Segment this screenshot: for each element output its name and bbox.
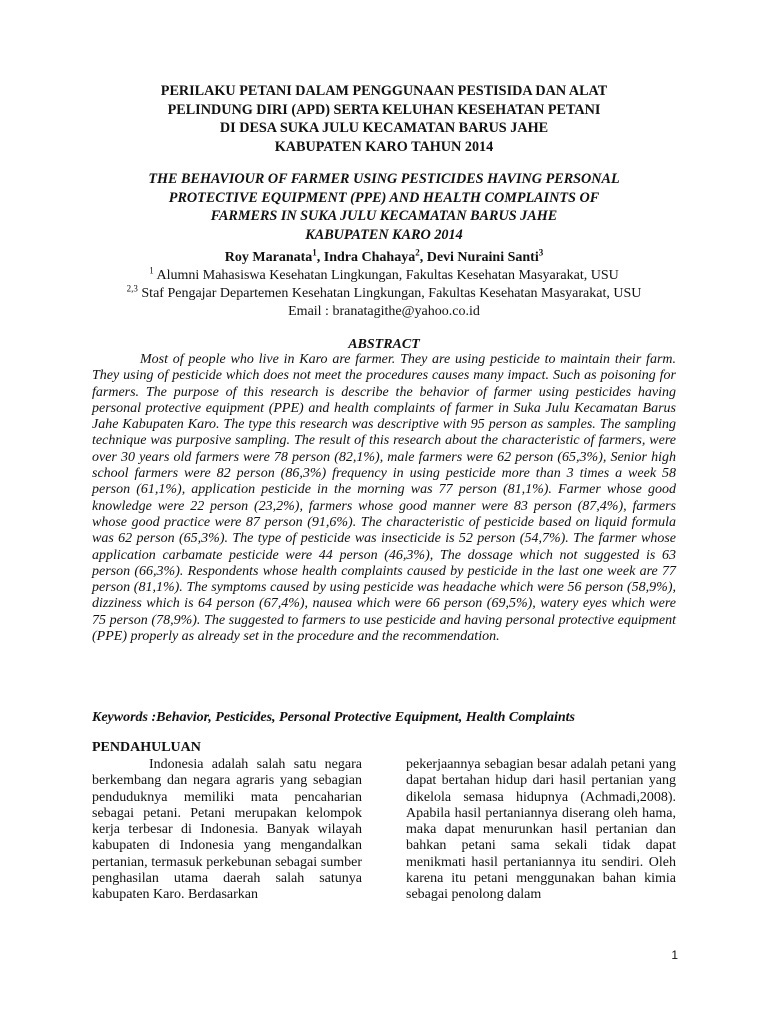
author-email: Email : branatagithe@yahoo.co.id <box>288 304 480 319</box>
page-number: 1 <box>671 948 678 962</box>
keywords: Keywords :Behavior, Pesticides, Personal Protective Equipment, Health Complaints <box>92 710 575 725</box>
right-column <box>406 757 676 904</box>
author-name: Indra Chahaya <box>323 250 416 265</box>
author-names <box>40 249 728 267</box>
affiliation-superscript: 1 <box>149 265 154 276</box>
author-separator: , <box>419 250 427 265</box>
title-indonesian-line: PELINDUNG DIRI (APD) SERTA KELUHAN KESEHATAN PETANI <box>167 101 601 118</box>
title-english-line: KABUPATEN KARO 2014 <box>305 226 463 243</box>
affiliation-superscript: 2,3 <box>126 283 138 294</box>
abstract-heading: ABSTRACT <box>348 337 420 352</box>
author-superscript: 2 <box>415 247 420 258</box>
section-heading: PENDAHULUAN <box>92 740 201 755</box>
author-superscript: 3 <box>538 247 544 258</box>
title-english-line: PROTECTIVE EQUIPMENT (PPE) AND HEALTH COMPLAINTS OF <box>168 189 600 206</box>
author-superscript: 1 <box>312 247 317 258</box>
author-block <box>40 249 728 321</box>
left-column <box>92 757 362 904</box>
title-indonesian-line: PERILAKU PETANI DALAM PENGGUNAAN PESTISIDA DAN ALAT <box>160 83 608 99</box>
author-name: Devi Nuraini Santi <box>426 250 539 265</box>
abstract-body <box>92 352 676 645</box>
affiliation-text: Staf Pengajar Departemen Kesehatan Lingkungan, Fakultas Kesehatan Masyarakat, USU <box>141 286 642 301</box>
abstract-paragraph: Most of people who live in Karo are farmer. They are using pesticide to maintain their farm. They using of pesticide which does not meet the procedures causes many impact. Such as poisoning for farmers. The purpose of this research is describe the behavior of farmer using pesticides having personal protective equipment (PPE) and health complaints of farmer in Suka Julu Kecamatan Barus Jahe Kabupaten Karo. The type this research was descriptive with 95 person as samples. The sampling technique was purposive sampling. The result of this research about the characteristic of farmers, were over 30 years old farmers were 78 person (82,1%), male farmers were 62 person (65,3%), Senior high school farmers were 82 person (86,3%) frequency in using pesticide more than 3 times a week 58 person (61,1%), application pesticide in the morning was 77 person (81,1%). Farmer whose good knowledge were 22 person (23,2%), farmers whose good manner were 83 person (87,4%), farmers whose good practice were 87 person (91,6%). The characteristic of pesticide based on liquid formula was 62 person (65,3%). The type of pesticide was insecticide is 52 person (54,7%). The farmer whose application carbamate pesticide were 44 person (46,3%), The dossage which not suggested is 63 person (66,3%). Respondents whose health complaints caused by pesticide in the last one week are 77 person (81,1%). The symptoms caused by using pesticide was headache which were 56 person (58,9%), dizziness which is 64 person (67,4%), nausea which were 66 person (69,5%), watery eyes which were 75 person (78,9%). The suggested to farmers to use pesticide and having personal protective equipment (PPE) properly as already set in the procedure and the recommendation. <box>92 352 676 645</box>
title-indonesian-line: KABUPATEN KARO TAHUN 2014 <box>274 138 494 155</box>
title-english-line: THE BEHAVIOUR OF FARMER USING PESTICIDES HAVING PERSONAL <box>148 171 620 187</box>
affiliation-text: Alumni Mahasiswa Kesehatan Lingkungan, Fakultas Kesehatan Masyarakat, USU <box>156 268 619 283</box>
left-column-paragraph: Indonesia adalah salah satu negara berkembang dan negara agraris yang sebagian penduduknya memiliki mata pencaharian sebagai petani. Petani merupakan kelompok kerja terbesar di Indonesia. Banyak wilayah kabupaten di Indonesia yang mengandalkan pertanian, termasuk perkebunan sebagai sumber penghasilan utama daerah salah satunya kabupaten Karo. Berdasarkan <box>92 757 362 903</box>
title-english-line: FARMERS IN SUKA JULU KECAMATAN BARUS JAHE <box>210 208 558 225</box>
author-name: Roy Maranata <box>224 250 313 265</box>
title-indonesian-line: DI DESA SUKA JULU KECAMATAN BARUS JAHE <box>219 120 549 137</box>
title-indonesian <box>90 82 678 156</box>
affiliation-2 <box>40 285 728 303</box>
title-english <box>100 170 668 244</box>
affiliation-1 <box>40 267 728 285</box>
author-separator: , <box>316 250 324 265</box>
right-column-paragraph: pekerjaannya sebagian besar adalah petani yang dapat bertahan hidup dari hasil pertanian yang dikelola semasa hidupnya (Achmadi,2008). Apabila hasil pertaniannya diserang oleh hama, maka dapat menurunkan hasil pertanian dan bahkan petani sama sekali tidak dapat menikmati hasil pertaniannya itu sendiri. Oleh karena itu petani menggunakan bahan kimia sebagai penolong dalam <box>406 757 676 903</box>
